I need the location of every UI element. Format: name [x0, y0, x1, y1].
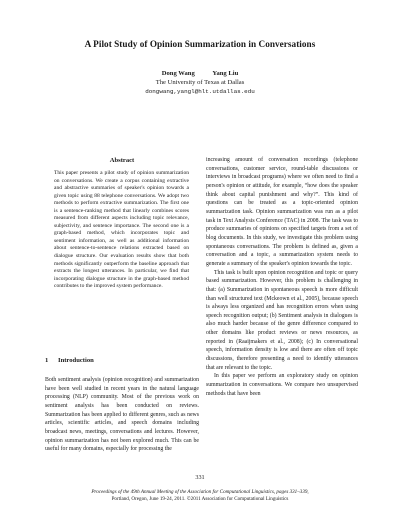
abstract-text: This paper presents a pilot study of opinion summarization on conversations. We create a corpus containing extractive and abstractive summaries of speaker's opinion towards a given topic using 88 telephone conversations. We adopt two methods to perform extractive summarization. The first one is a sentence-ranking method that linearly combines scores measured from different aspects including topic relevance, subjectivity, and sentence importance. The second one is a graph-based method, which incorporates topic and sentiment information, as well as additional information about sentence-to-sentence relations extracted based on dialogue structure. Our evaluation results show that both methods significantly outperform the baseline approach that extracts the longest utterances. In particular, we find that incorporating dialogue structure in the graph-based method contributes to the improved system performance. — [54, 170, 189, 290]
right-column — [206, 156, 358, 398]
author-email: dongwang,yangl@hlt.utdallas.edu — [145, 87, 255, 95]
intro-paragraph-left: Both sentiment analysis (opinion recognition) and summarization have been well studied in recent years in the natural language processing (NLP) community. Most of the previous work on sentiment analysis has been conducted on reviews. Summarization has been applied to different genres, such as news articles, scientific articles, and speech domains including broadcast news, meetings, conversations and lectures. However, opinion summarization has not been explored much. This can be useful for many domains, especially for processing the — [45, 377, 199, 453]
author-name: Yang Liu — [212, 70, 239, 77]
author-name: Dong Wang — [161, 70, 195, 77]
author-affiliation: The University of Texas at Dallas — [155, 78, 245, 86]
paper-title: A Pilot Study of Opinion Summarization in Conversations — [84, 39, 316, 49]
author-block — [0, 70, 400, 97]
intro-paragraph: This task is built upon opinion recognition and topic or query based summarization. However, this problem is challenging in that: (a) Summarization in spontaneous speech is more difficult than well structured text (Mckeown et al., 2005), because speech is always less organized and has recognition errors when using speech recognition output; (b) Sentiment analysis in dialogues is also much harder because of the genre difference compared to other domains like product reviews or news resources, as reported in (Raaijmakers et al., 2008); (c) In conversational speech, information density is low and there are often off topic discussions, therefore presenting a need to identify utterances that are relevant to the topic. — [206, 269, 358, 371]
section-title: Introduction — [58, 357, 94, 364]
proceedings-footer — [0, 489, 400, 503]
page-number: 331 — [195, 474, 205, 481]
author-names — [0, 70, 400, 79]
intro-paragraph: In this paper we perform an exploratory study on opinion summarization in conversations. We compare two unsupervised methods that have been — [206, 373, 358, 397]
section-number: 1 — [45, 357, 49, 364]
footer-line: Proceedings of the 49th Annual Meeting of the Association for Computational Linguistics, pages 331–339, — [91, 489, 309, 495]
footer-line: Portland, Oregon, June 19-24, 2011. ©2011 Association for Computational Linguistics — [111, 496, 289, 502]
intro-paragraph: increasing amount of conversation recordings (telephone conversations, customer service, round-table discussions or interviews in broadcast programs) where we often need to find a person's opinion or attitude, for example, “how does the speaker think about capital punishment and why?”. This kind of questions can be treated as a topic-oriented opinion summarization task. Opinion summarization was run as a pilot task in Text Analysis Conference (TAC) in 2008. The task was to produce summaries of opinions on specified targets from a set of blog documents. In this study, we investigate this problem using spontaneous conversations. The problem is defined as, given a conversation and a topic, a summarization system needs to generate a summary of the speaker's opinion towards the topic. — [206, 157, 358, 267]
abstract-heading: Abstract — [109, 157, 135, 164]
section-heading — [45, 357, 199, 364]
